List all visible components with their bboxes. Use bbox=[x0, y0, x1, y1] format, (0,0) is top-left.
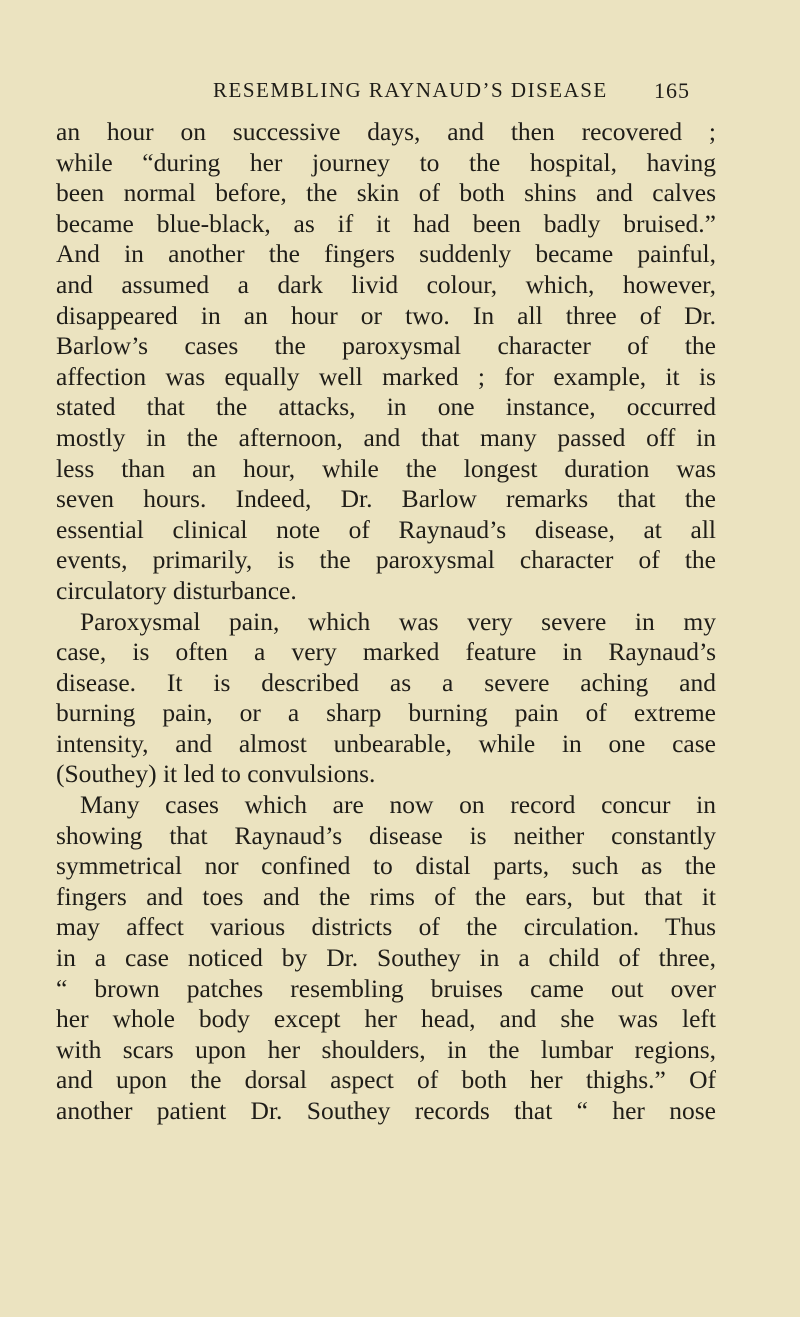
text-line: been normal before, the skin of both shins and calves bbox=[56, 178, 716, 208]
text-line: and assumed a dark livid colour, which, however, bbox=[56, 269, 716, 299]
text-line: showing that Raynaud’s disease is neither constantly bbox=[56, 820, 716, 850]
text-line: case, is often a very marked feature in Raynaud’s bbox=[56, 637, 716, 667]
text-line: Barlow’s cases the paroxysmal character of the bbox=[56, 331, 716, 361]
paragraph-end-line: circulatory disturbance. bbox=[56, 575, 297, 605]
text-line: another patient Dr. Southey records that “ her nose bbox=[56, 1096, 716, 1125]
text-line: And in another the fingers suddenly became painful, bbox=[56, 239, 716, 269]
text-line: events, primarily, is the paroxysmal character of the bbox=[56, 545, 716, 575]
text-line: seven hours. Indeed, Dr. Barlow remarks that the bbox=[56, 484, 716, 514]
text-line: became blue-black, as if it had been badly bruised.” bbox=[56, 208, 716, 238]
text-line: with scars upon her shoulders, in the lumbar regions, bbox=[56, 1034, 716, 1064]
text-line: mostly in the afternoon, and that many passed off in bbox=[56, 422, 716, 452]
paragraph-start-line: Paroxysmal pain, which was very severe in my bbox=[80, 606, 716, 636]
running-title: RESEMBLING RAYNAUD’S DISEASE bbox=[213, 78, 608, 102]
text-line: in a case noticed by Dr. Southey in a child of three, bbox=[56, 943, 716, 973]
text-line: symmetrical nor confined to distal parts, such as the bbox=[56, 851, 716, 881]
text-line: fingers and toes and the rims of the ears, but that it bbox=[56, 881, 716, 911]
text-line: while “during her journey to the hospital, having bbox=[56, 147, 716, 177]
text-line: less than an hour, while the longest duration was bbox=[56, 453, 716, 483]
text-line: intensity, and almost unbearable, while in one case bbox=[56, 728, 716, 758]
paragraph-end-line: (Southey) it led to convulsions. bbox=[56, 759, 376, 789]
running-header bbox=[0, 78, 800, 110]
text-line: and upon the dorsal aspect of both her thighs.” Of bbox=[56, 1065, 716, 1095]
text-line: may affect various districts of the circulation. Thus bbox=[56, 912, 716, 942]
text-line: “ brown patches resembling bruises came out over bbox=[56, 973, 716, 1003]
text-line: essential clinical note of Raynaud’s disease, at all bbox=[56, 514, 716, 544]
paragraph-start-line: Many cases which are now on record concur in bbox=[80, 790, 716, 820]
text-line: her whole body except her head, and she was left bbox=[56, 1004, 716, 1034]
page-number: 165 bbox=[654, 78, 690, 103]
text-line: burning pain, or a sharp burning pain of extreme bbox=[56, 698, 716, 728]
body-text bbox=[56, 117, 716, 1127]
text-line: stated that the attacks, in one instance, occurred bbox=[56, 392, 716, 422]
text-line: affection was equally well marked ; for example, it is bbox=[56, 361, 716, 391]
text-line: an hour on successive days, and then recovered ; bbox=[56, 117, 716, 146]
text-line: disease. It is described as a severe aching and bbox=[56, 667, 716, 697]
text-line: disappeared in an hour or two. In all three of Dr. bbox=[56, 300, 716, 330]
